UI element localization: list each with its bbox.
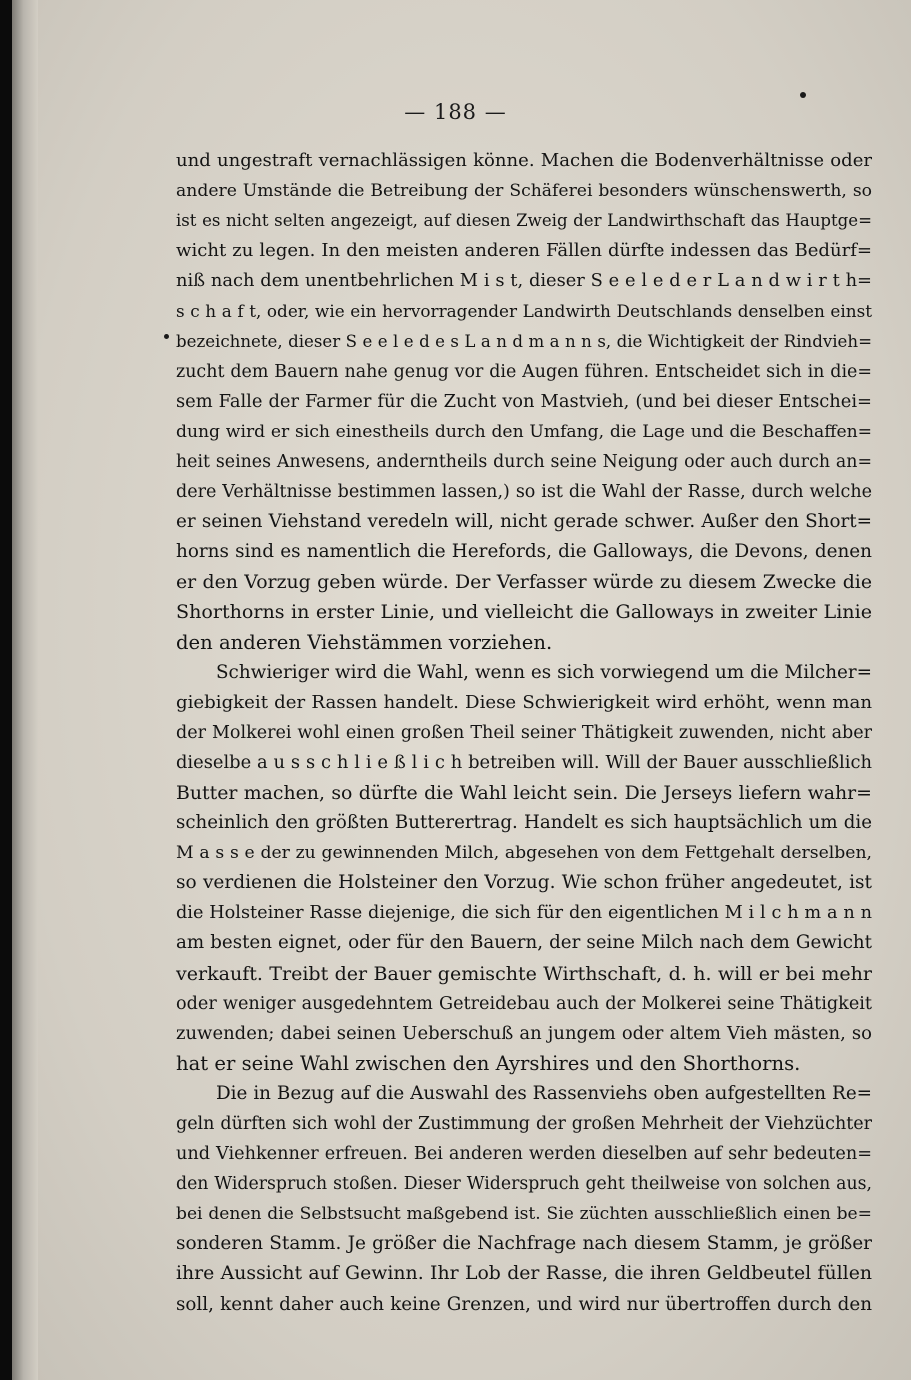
text-line: am besten eignet, oder für den Bauern, der seine Milch nach dem Gewicht (176, 932, 872, 954)
text-line: soll, kennt daher auch keine Grenzen, und wird nur übertroffen durch den (176, 1293, 872, 1315)
text-line: s c h a f t, oder, wie ein hervorragender Landwirth Deutschlands denselben einst (176, 301, 872, 322)
text-line: und Viehkenner erfreuen. Bei anderen werden dieselben auf sehr bedeuten= (176, 1144, 872, 1165)
text-line: bei denen die Selbstsucht maßgebend ist. Sie züchten ausschließlich einen be= (176, 1204, 872, 1225)
paragraph-start-line: Die in Bezug auf die Auswahl des Rassenviehs oben aufgestellten Re= (216, 1082, 872, 1104)
paragraph-end-line: den anderen Viehstämmen vorziehen. (176, 630, 553, 654)
ink-speck (800, 92, 806, 98)
text-line: wicht zu legen. In den meisten anderen Fällen dürfte indessen das Bedürf= (176, 240, 872, 262)
text-line: Shorthorns in erster Linie, und vielleicht die Galloways in zweiter Linie (176, 601, 872, 624)
ink-speck (164, 334, 169, 339)
text-line: und ungestraft vernachlässigen könne. Machen die Bodenverhältnisse oder (176, 150, 872, 171)
text-line: oder weniger ausgedehntem Getreidebau auch der Molkerei seine Thätigkeit (176, 993, 872, 1014)
paragraph-end-line: hat er seine Wahl zwischen den Ayrshires und den Shorthorns. (176, 1051, 801, 1075)
text-line: horns sind es namentlich die Herefords, die Galloways, die Devons, denen (176, 541, 872, 563)
text-line: er den Vorzug geben würde. Der Verfasser würde zu diesem Zwecke die (176, 571, 872, 594)
text-line: niß nach dem unentbehrlichen M i s t, dieser S e e l e d e r L a n d w i r t h= (176, 270, 872, 292)
text-line: er seinen Viehstand veredeln will, nicht gerade schwer. Außer den Short= (176, 511, 872, 533)
text-line: dere Verhältnisse bestimmen lassen,) so ist die Wahl der Rasse, durch welche (176, 482, 872, 503)
text-line: M a s s e der zu gewinnenden Milch, abgesehen von dem Fettgehalt derselben, (176, 843, 872, 864)
text-line: den Widerspruch stoßen. Dieser Widerspruch geht theilweise von solchen aus, (176, 1174, 872, 1195)
text-line: heit seines Anwesens, anderntheils durch seine Neigung oder auch durch an= (176, 451, 872, 472)
page-number: — 188 — (404, 100, 507, 124)
page-gutter-shadow (12, 0, 38, 1380)
text-line: giebigkeit der Rassen handelt. Diese Schwierigkeit wird erhöht, wenn man (176, 691, 872, 713)
text-line: ihre Aussicht auf Gewinn. Ihr Lob der Rasse, die ihren Geldbeutel füllen (176, 1263, 872, 1285)
text-line: die Holsteiner Rasse diejenige, die sich für den eigentlichen M i l c h m a n n (176, 903, 872, 924)
text-line: bezeichnete, dieser S e e l e d e s L a n d m a n n s, die Wichtigkeit der Rindvieh= (176, 331, 872, 351)
text-line: ist es nicht selten angezeigt, auf diesen Zweig der Landwirthschaft das Hauptge= (176, 211, 872, 231)
text-line: andere Umstände die Betreibung der Schäferei besonders wünschenswerth, so (176, 181, 872, 202)
text-line: Butter machen, so dürfte die Wahl leicht sein. Die Jerseys liefern wahr= (176, 781, 872, 804)
text-line: geln dürften sich wohl der Zustimmung der großen Mehrheit der Viehzüchter (176, 1114, 872, 1134)
text-line: zucht dem Bauern nahe genug vor die Augen führen. Entscheidet sich in die= (176, 361, 872, 382)
text-line: sonderen Stamm. Je größer die Nachfrage nach diesem Stamm, je größer (176, 1233, 872, 1255)
text-line: sem Falle der Farmer für die Zucht von Mastvieh, (und bei dieser Entschei= (176, 390, 872, 412)
text-line: scheinlich den größten Butterertrag. Handelt es sich hauptsächlich um die (176, 812, 872, 834)
text-line: verkauft. Treibt der Bauer gemischte Wirthschaft, d. h. will er bei mehr (176, 962, 872, 985)
paragraph-start-line: Schwieriger wird die Wahl, wenn es sich vorwiegend um die Milcher= (216, 661, 872, 683)
text-line: so verdienen die Holsteiner den Vorzug. Wie schon früher angedeutet, ist (176, 872, 872, 894)
body-text (176, 146, 872, 1320)
text-line: zuwenden; dabei seinen Ueberschuß an jungem oder altem Vieh mästen, so (176, 1022, 872, 1044)
text-line: dung wird er sich einestheils durch den Umfang, die Lage und die Beschaffen= (176, 421, 872, 442)
text-line: dieselbe a u s s c h l i e ß l i c h betreiben will. Will der Bauer ausschließlich (176, 751, 872, 773)
text-line: der Molkerei wohl einen großen Theil seiner Thätigkeit zuwenden, nicht aber (176, 722, 872, 743)
